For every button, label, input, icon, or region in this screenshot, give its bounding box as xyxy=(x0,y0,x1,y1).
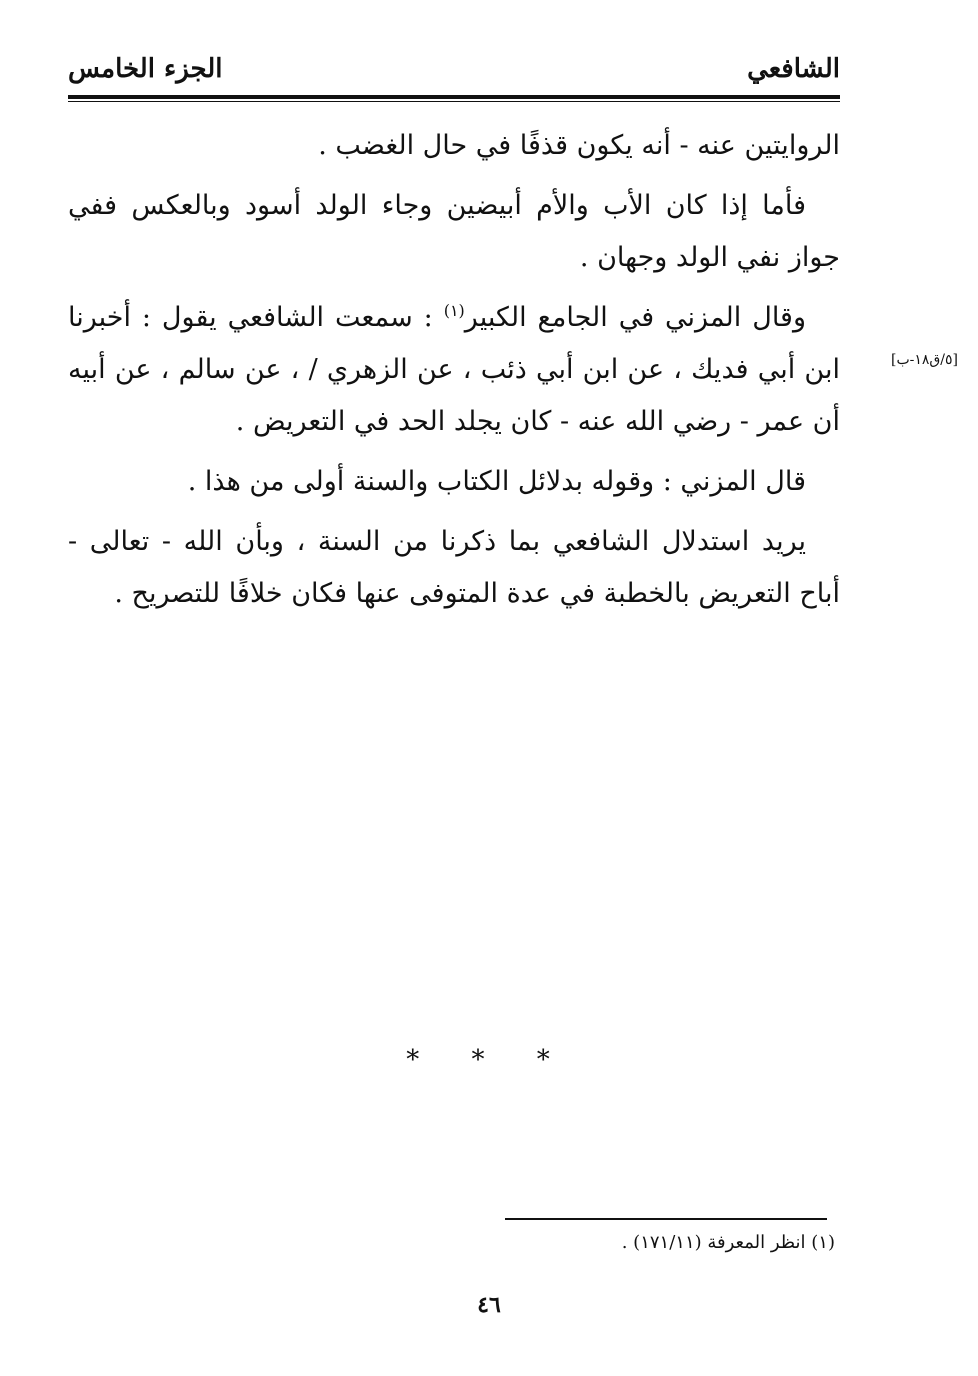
page-number: ٤٦ xyxy=(477,1292,501,1318)
footnote-reference[interactable]: (١) xyxy=(443,301,465,320)
section-separator: * * * xyxy=(406,1045,572,1075)
header-rule-thin xyxy=(68,101,840,102)
header-book-title: الشافعي xyxy=(747,54,840,84)
footnote-text: (١) انظر المعرفة (١٧١/١١) . xyxy=(621,1232,835,1253)
paragraph-2: فأما إذا كان الأب والأم أبيضين وجاء الولد أسود وبالعكس ففي جواز نفي الولد وجهان . xyxy=(68,190,840,273)
paragraph-5: يريد استدلال الشافعي بما ذكرنا من السنة ، وبأن الله - تعالى - أباح التعريض بالخطبة في عدة المتوفى عنها فكان خلافًا للتصريح . xyxy=(68,526,840,609)
header-volume-title: الجزء الخامس xyxy=(68,54,223,84)
paragraph-3-rest: : سمعت الشافعي يقول : أخبرنا ابن أبي فديك ، عن ابن أبي ذئب ، عن الزهري / ، عن سالم ، عن أبيه أن عمر - رضي الله عنه - كان يجلد الحد في التعريض . xyxy=(68,302,840,437)
paragraph-3 xyxy=(68,292,840,448)
footnote-rule xyxy=(505,1218,827,1220)
header-rule-thick xyxy=(68,95,840,99)
paragraph-4: قال المزني : وقوله بدلائل الكتاب والسنة أولى من هذا . xyxy=(187,466,806,497)
running-header xyxy=(68,50,840,90)
paragraph-3-start: وقال المزني في الجامع الكبير xyxy=(464,302,806,333)
manuscript-folio-note: [٥/ق١٨-ب] xyxy=(890,352,958,368)
paragraph-1: الروايتين عنه - أنه يكون قذفًا في حال الغضب . xyxy=(318,130,840,161)
main-text xyxy=(68,120,840,628)
